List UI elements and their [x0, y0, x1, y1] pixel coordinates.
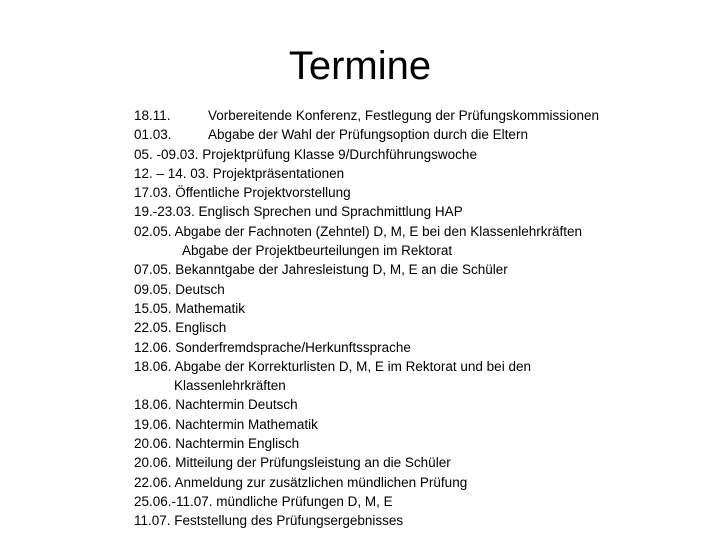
- list-item: 12.06. Sonderfremdsprache/Herkunftssprache: [134, 339, 411, 355]
- list-item: 18.06. Nachtermin Deutsch: [134, 397, 298, 413]
- entry-date: 18.11.: [134, 108, 171, 123]
- page-title: Termine: [288, 44, 432, 88]
- list-item: 18.06. Abgabe der Korrekturlisten D, M, E im Rektorat und bei den: [134, 358, 531, 374]
- list-item: [134, 125, 694, 144]
- list-item: 20.06. Mitteilung der Prüfungsleistung an die Schüler: [134, 455, 451, 471]
- list-item: Abgabe der Projektbeurteilungen im Rektorat: [182, 243, 453, 259]
- schedule-list: [134, 106, 694, 531]
- list-item: 20.06. Nachtermin Englisch: [134, 436, 300, 452]
- list-item: 22.06. Anmeldung zur zusätzlichen mündlichen Prüfung: [134, 474, 468, 490]
- list-item: 19.06. Nachtermin Mathematik: [134, 416, 318, 432]
- entry-date: 01.03.: [134, 127, 172, 143]
- list-item: 05. -09.03. Projektprüfung Klasse 9/Durchführungswoche: [134, 146, 477, 162]
- list-item: 19.-23.03. Englisch Sprechen und Sprachmittlung HAP: [134, 204, 463, 220]
- entry-text: Abgabe der Wahl der Prüfungsoption durch die Eltern: [208, 127, 528, 143]
- list-item: 07.05. Bekanntgabe der Jahresleistung D, M, E an die Schüler: [134, 262, 508, 278]
- list-item: 12. – 14. 03. Projektpräsentationen: [134, 165, 345, 181]
- list-item: 11.07. Feststellung des Prüfungsergebnisses: [134, 513, 404, 529]
- list-item: Klassenlehrkräften: [174, 378, 286, 394]
- list-item: 17.03. Öffentliche Projektvorstellung: [134, 185, 351, 201]
- entry-text: Vorbereitende Konferenz, Festlegung der Prüfungskommissionen: [208, 108, 599, 123]
- list-item: 22.05. Englisch: [134, 320, 227, 336]
- list-item: 09.05. Deutsch: [134, 281, 225, 297]
- list-item: 25.06.-11.07. mündliche Prüfungen D, M, E: [134, 493, 393, 509]
- list-item: 02.05. Abgabe der Fachnoten (Zehntel) D, M, E bei den Klassenlehrkräften: [134, 223, 583, 239]
- list-item: [134, 106, 694, 125]
- list-item: 15.05. Mathematik: [134, 300, 246, 316]
